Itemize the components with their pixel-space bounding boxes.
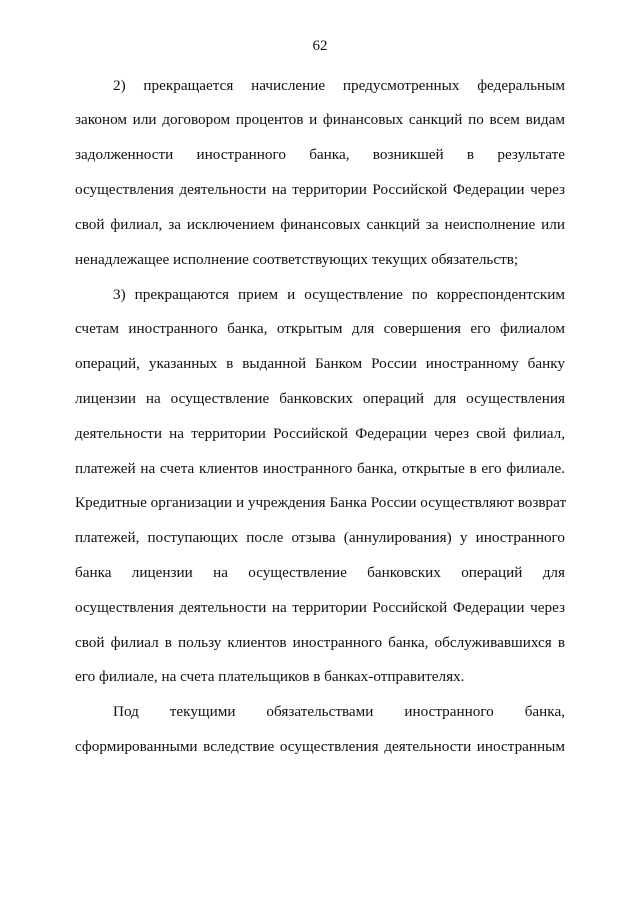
text-line: задолженности иностранного банка, возникшей в результате [75,146,565,163]
text-line: счетам иностранного банка, открытым для совершения его филиалом [75,320,565,337]
text-line: свой филиал, за исключением финансовых санкций за неисполнение или [75,216,565,233]
text-line: платежей на счета клиентов иностранного банка, открытые в его филиале. [75,460,565,477]
text-line: 3) прекращаются прием и осуществление по корреспондентским [113,286,565,303]
text-line: осуществления деятельности на территории Российской Федерации через [75,599,565,616]
text-line: 2) прекращается начисление предусмотренных федеральным [113,77,565,94]
text-line: лицензии на осуществление банковских операций для осуществления [75,390,565,407]
text-line: банка лицензии на осуществление банковских операций для [75,564,565,581]
text-line: операций, указанных в выданной Банком России иностранному банку [75,355,565,372]
text-line: Кредитные организации и учреждения Банка России осуществляют возврат [75,494,567,511]
page-number: 62 [312,38,328,54]
text-line: свой филиал в пользу клиентов иностранного банка, обслуживавшихся в [75,634,565,651]
text-line: законом или договором процентов и финансовых санкций по всем видам [75,111,565,128]
text-line: платежей, поступающих после отзыва (аннулирования) у иностранного [75,529,565,546]
text-line: осуществления деятельности на территории Российской Федерации через [75,181,565,198]
text-line: Под текущими обязательствами иностранного банка, [113,703,565,720]
text-line: его филиале, на счета плательщиков в банках-отправителях. [75,668,465,685]
text-line: деятельности на территории Российской Федерации через свой филиал, [75,425,565,442]
text-line: ненадлежащее исполнение соответствующих текущих обязательств; [75,251,519,268]
text-line: сформированными вследствие осуществления деятельности иностранным [75,738,565,755]
